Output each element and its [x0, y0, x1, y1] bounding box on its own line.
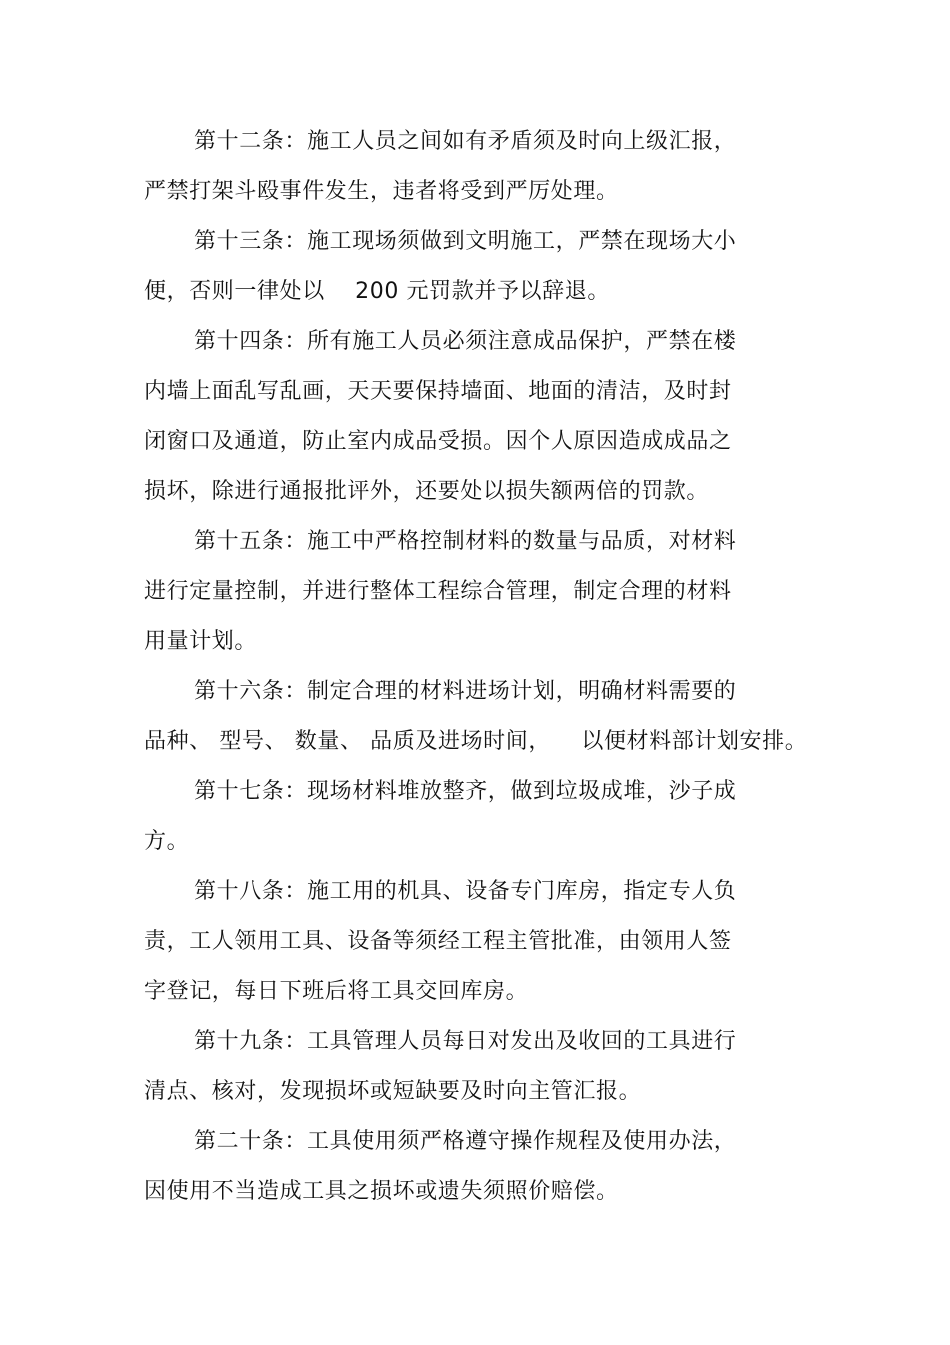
- article-14-line-1: 第十四条：所有施工人员必须注意成品保护，严禁在楼: [194, 329, 737, 354]
- article-13-line-2: 便，否则一律处以 200 元罚款并予以辞退。: [144, 279, 610, 304]
- article-14-line-2: 内墙上面乱写乱画，天天要保持墙面、地面的清洁，及时封: [144, 379, 732, 404]
- article-15-line-2: 进行定量控制，并进行整体工程综合管理，制定合理的材料: [144, 579, 732, 604]
- article-15-line-3: 用量计划。: [144, 629, 258, 654]
- article-14-line-4: 损坏，除进行通报批评外，还要处以损失额两倍的罚款。: [144, 479, 710, 504]
- article-14-line-3: 闭窗口及通道，防止室内成品受损。因个人原因造成成品之: [144, 429, 732, 454]
- article-18-line-1: 第十八条：施工用的机具、设备专门库房，指定专人负: [194, 879, 737, 904]
- article-20-line-2: 因使用不当造成工具之损坏或遗失须照价赔偿。: [144, 1179, 619, 1204]
- article-20-line-1: 第二十条：工具使用须严格遵守操作规程及使用办法，: [194, 1129, 737, 1154]
- article-16-line-1: 第十六条：制定合理的材料进场计划，明确材料需要的: [194, 679, 737, 704]
- article-17-line-2: 方。: [144, 829, 190, 854]
- article-18-line-3: 字登记，每日下班后将工具交回库房。: [144, 979, 529, 1004]
- article-19-line-1: 第十九条：工具管理人员每日对发出及收回的工具进行: [194, 1029, 737, 1054]
- article-18-line-2: 责，工人领用工具、设备等须经工程主管批准，由领用人签: [144, 929, 732, 954]
- article-17-line-1: 第十七条：现场材料堆放整齐，做到垃圾成堆，沙子成: [194, 779, 737, 804]
- article-19-line-2: 清点、核对，发现损坏或短缺要及时向主管汇报。: [144, 1079, 642, 1104]
- article-12-line-1: 第十二条：施工人员之间如有矛盾须及时向上级汇报，: [194, 129, 737, 154]
- article-13-line-1: 第十三条：施工现场须做到文明施工，严禁在现场大小: [194, 229, 737, 254]
- article-16-line-2: 品种、 型号、 数量、 品质及进场时间， 以便材料部计划安排。: [144, 729, 808, 754]
- article-15-line-1: 第十五条：施工中严格控制材料的数量与品质，对材料: [194, 529, 737, 554]
- article-12-line-2: 严禁打架斗殴事件发生，违者将受到严厉处理。: [144, 179, 619, 204]
